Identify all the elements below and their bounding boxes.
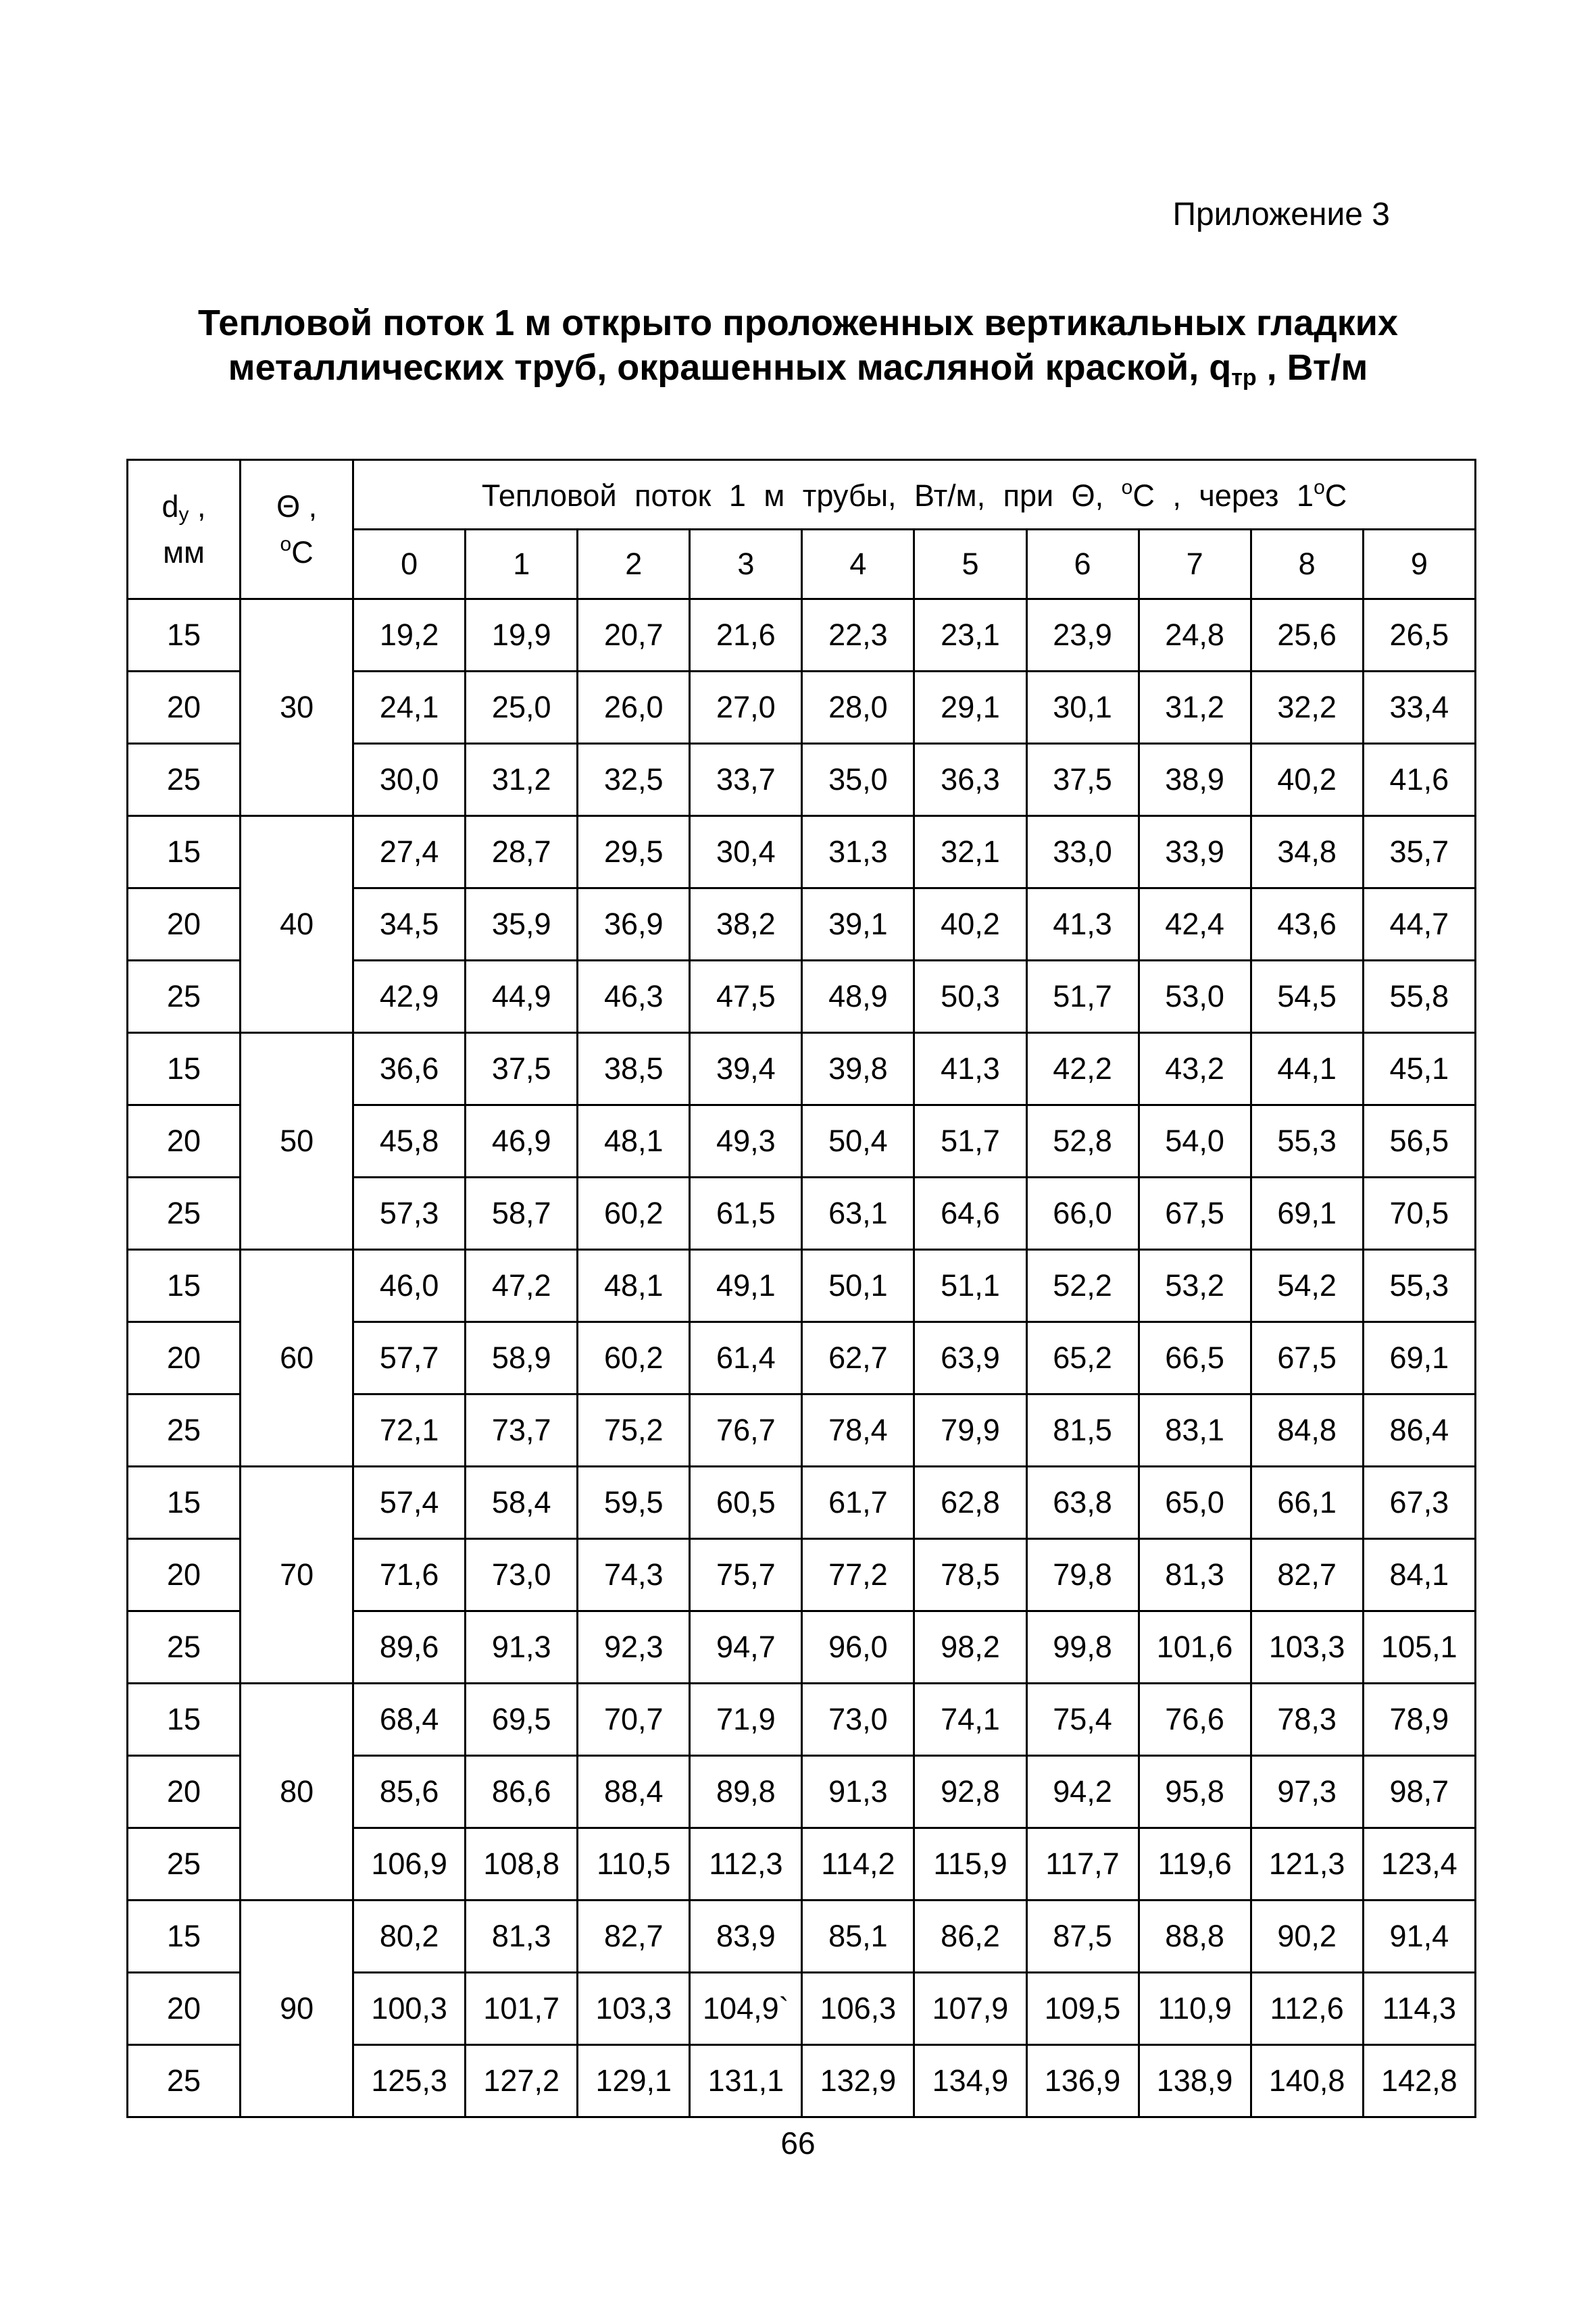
value-cell: 70,5 [1363, 1178, 1475, 1250]
caption-degree-1: о [1121, 476, 1133, 499]
value-cell: 69,5 [466, 1684, 578, 1756]
value-cell: 61,7 [802, 1467, 914, 1539]
header-row-top [128, 460, 1476, 530]
value-cell: 32,1 [914, 816, 1026, 888]
value-cell: 86,4 [1363, 1394, 1475, 1467]
value-cell: 90,2 [1251, 1901, 1363, 1973]
value-cell: 79,9 [914, 1394, 1026, 1467]
value-cell: 50,4 [802, 1105, 914, 1178]
theta-cell: 40 [241, 816, 353, 1033]
value-cell: 50,3 [914, 961, 1026, 1033]
heat-flow-table [126, 459, 1476, 2118]
value-cell: 92,3 [578, 1611, 690, 1684]
value-cell: 35,9 [466, 888, 578, 961]
value-cell: 85,1 [802, 1901, 914, 1973]
value-cell: 43,2 [1139, 1033, 1251, 1105]
dy-cell: 20 [128, 1756, 241, 1828]
value-cell: 26,5 [1363, 599, 1475, 672]
value-cell: 24,8 [1139, 599, 1251, 672]
value-cell: 115,9 [914, 1828, 1026, 1901]
value-cell: 88,4 [578, 1756, 690, 1828]
value-cell: 22,3 [802, 599, 914, 672]
value-cell: 76,7 [690, 1394, 802, 1467]
value-cell: 45,8 [353, 1105, 466, 1178]
header-digit-1: 1 [466, 530, 578, 599]
value-cell: 62,8 [914, 1467, 1026, 1539]
value-cell: 31,3 [802, 816, 914, 888]
value-cell: 75,4 [1026, 1684, 1139, 1756]
value-cell: 112,3 [690, 1828, 802, 1901]
value-cell: 46,3 [578, 961, 690, 1033]
value-cell: 86,2 [914, 1901, 1026, 1973]
value-cell: 32,5 [578, 744, 690, 816]
value-cell: 83,1 [1139, 1394, 1251, 1467]
value-cell: 36,9 [578, 888, 690, 961]
dy-cell: 25 [128, 1178, 241, 1250]
value-cell: 71,6 [353, 1539, 466, 1611]
value-cell: 129,1 [578, 2045, 690, 2117]
value-cell: 107,9 [914, 1973, 1026, 2045]
value-cell: 27,0 [690, 672, 802, 744]
value-cell: 57,4 [353, 1467, 466, 1539]
table-row [128, 816, 1476, 888]
theta-cell: 50 [241, 1033, 353, 1250]
value-cell: 49,3 [690, 1105, 802, 1178]
value-cell: 65,2 [1026, 1322, 1139, 1394]
value-cell: 30,4 [690, 816, 802, 888]
value-cell: 91,3 [466, 1611, 578, 1684]
value-cell: 61,4 [690, 1322, 802, 1394]
caption-text: Тепловой поток 1 м трубы, Вт/м, при Θ, [481, 478, 1122, 513]
value-cell: 117,7 [1026, 1828, 1139, 1901]
value-cell: 60,2 [578, 1178, 690, 1250]
value-cell: 92,8 [914, 1756, 1026, 1828]
dy-cell: 25 [128, 1828, 241, 1901]
value-cell: 26,0 [578, 672, 690, 744]
value-cell: 87,5 [1026, 1901, 1139, 1973]
value-cell: 42,4 [1139, 888, 1251, 961]
value-cell: 81,5 [1026, 1394, 1139, 1467]
value-cell: 53,0 [1139, 961, 1251, 1033]
dy-cell: 20 [128, 672, 241, 744]
value-cell: 66,1 [1251, 1467, 1363, 1539]
value-cell: 19,2 [353, 599, 466, 672]
theta-cell: 70 [241, 1467, 353, 1684]
value-cell: 88,8 [1139, 1901, 1251, 1973]
value-cell: 96,0 [802, 1611, 914, 1684]
value-cell: 105,1 [1363, 1611, 1475, 1684]
table-row [128, 1467, 1476, 1539]
value-cell: 46,0 [353, 1250, 466, 1322]
value-cell: 106,3 [802, 1973, 914, 2045]
value-cell: 23,9 [1026, 599, 1139, 672]
title-line-2 [101, 345, 1495, 400]
value-cell: 84,1 [1363, 1539, 1475, 1611]
value-cell: 78,5 [914, 1539, 1026, 1611]
value-cell: 29,5 [578, 816, 690, 888]
value-cell: 51,7 [914, 1105, 1026, 1178]
value-cell: 101,7 [466, 1973, 578, 2045]
title-line-1: Тепловой поток 1 м открыто проложенных вертикальных гладких [198, 303, 1398, 343]
value-cell: 83,9 [690, 1901, 802, 1973]
value-cell: 33,9 [1139, 816, 1251, 888]
value-cell: 40,2 [914, 888, 1026, 961]
table-row [128, 1250, 1476, 1322]
value-cell: 51,1 [914, 1250, 1026, 1322]
value-cell: 44,9 [466, 961, 578, 1033]
value-cell: 101,6 [1139, 1611, 1251, 1684]
value-cell: 47,5 [690, 961, 802, 1033]
value-cell: 136,9 [1026, 2045, 1139, 2117]
value-cell: 46,9 [466, 1105, 578, 1178]
value-cell: 19,9 [466, 599, 578, 672]
value-cell: 86,6 [466, 1756, 578, 1828]
header-theta-unit [241, 526, 352, 572]
value-cell: 99,8 [1026, 1611, 1139, 1684]
value-cell: 30,1 [1026, 672, 1139, 744]
value-cell: 28,7 [466, 816, 578, 888]
value-cell: 58,9 [466, 1322, 578, 1394]
dy-cell: 15 [128, 1467, 241, 1539]
value-cell: 91,4 [1363, 1901, 1475, 1973]
value-cell: 80,2 [353, 1901, 466, 1973]
value-cell: 74,1 [914, 1684, 1026, 1756]
value-cell: 44,1 [1251, 1033, 1363, 1105]
value-cell: 77,2 [802, 1539, 914, 1611]
value-cell: 75,2 [578, 1394, 690, 1467]
value-cell: 76,6 [1139, 1684, 1251, 1756]
header-digit-0: 0 [353, 530, 466, 599]
value-cell: 67,5 [1139, 1178, 1251, 1250]
value-cell: 81,3 [1139, 1539, 1251, 1611]
value-cell: 38,5 [578, 1033, 690, 1105]
value-cell: 103,3 [578, 1973, 690, 2045]
title-subscript: тр [1231, 365, 1257, 391]
table-body [128, 460, 1476, 2117]
value-cell: 45,1 [1363, 1033, 1475, 1105]
table-row [128, 1684, 1476, 1756]
value-cell: 89,6 [353, 1611, 466, 1684]
value-cell: 63,1 [802, 1178, 914, 1250]
dy-cell: 25 [128, 2045, 241, 2117]
header-theta-degree: о [280, 532, 292, 555]
value-cell: 64,6 [914, 1178, 1026, 1250]
value-cell: 69,1 [1251, 1178, 1363, 1250]
value-cell: 104,9` [690, 1973, 802, 2045]
value-cell: 82,7 [1251, 1539, 1363, 1611]
value-cell: 27,4 [353, 816, 466, 888]
value-cell: 103,3 [1251, 1611, 1363, 1684]
caption-mid: С , через 1 [1132, 478, 1314, 513]
theta-cell: 80 [241, 1684, 353, 1901]
value-cell: 95,8 [1139, 1756, 1251, 1828]
dy-cell: 15 [128, 1901, 241, 1973]
theta-cell: 90 [241, 1901, 353, 2117]
value-cell: 112,6 [1251, 1973, 1363, 2045]
value-cell: 58,4 [466, 1467, 578, 1539]
value-cell: 54,0 [1139, 1105, 1251, 1178]
value-cell: 53,2 [1139, 1250, 1251, 1322]
dy-cell: 25 [128, 744, 241, 816]
dy-cell: 25 [128, 1394, 241, 1467]
value-cell: 39,4 [690, 1033, 802, 1105]
value-cell: 47,2 [466, 1250, 578, 1322]
value-cell: 58,7 [466, 1178, 578, 1250]
value-cell: 44,7 [1363, 888, 1475, 961]
dy-cell: 15 [128, 1684, 241, 1756]
value-cell: 54,2 [1251, 1250, 1363, 1322]
page-number: 66 [780, 2126, 816, 2161]
value-cell: 94,7 [690, 1611, 802, 1684]
value-cell: 60,2 [578, 1322, 690, 1394]
value-cell: 56,5 [1363, 1105, 1475, 1178]
value-cell: 24,1 [353, 672, 466, 744]
value-cell: 41,6 [1363, 744, 1475, 816]
header-digit-6: 6 [1026, 530, 1139, 599]
value-cell: 125,3 [353, 2045, 466, 2117]
value-cell: 41,3 [1026, 888, 1139, 961]
header-digit-3: 3 [690, 530, 802, 599]
value-cell: 48,1 [578, 1105, 690, 1178]
value-cell: 74,3 [578, 1539, 690, 1611]
value-cell: 25,6 [1251, 599, 1363, 672]
header-digit-5: 5 [914, 530, 1026, 599]
value-cell: 54,5 [1251, 961, 1363, 1033]
value-cell: 37,5 [466, 1033, 578, 1105]
header-theta-unit-text: С [291, 534, 314, 570]
table-row [128, 1901, 1476, 1973]
table-row [128, 1033, 1476, 1105]
value-cell: 79,8 [1026, 1539, 1139, 1611]
value-cell: 114,3 [1363, 1973, 1475, 2045]
value-cell: 50,1 [802, 1250, 914, 1322]
value-cell: 94,2 [1026, 1756, 1139, 1828]
value-cell: 98,7 [1363, 1756, 1475, 1828]
value-cell: 119,6 [1139, 1828, 1251, 1901]
value-cell: 66,5 [1139, 1322, 1251, 1394]
value-cell: 72,1 [353, 1394, 466, 1467]
theta-cell: 30 [241, 599, 353, 816]
header-digit-7: 7 [1139, 530, 1251, 599]
value-cell: 85,6 [353, 1756, 466, 1828]
value-cell: 34,8 [1251, 816, 1363, 888]
value-cell: 63,9 [914, 1322, 1026, 1394]
value-cell: 20,7 [578, 599, 690, 672]
value-cell: 37,5 [1026, 744, 1139, 816]
header-dy-sub: у [178, 503, 189, 526]
dy-cell: 15 [128, 1033, 241, 1105]
value-cell: 100,3 [353, 1973, 466, 2045]
value-cell: 108,8 [466, 1828, 578, 1901]
value-cell: 48,9 [802, 961, 914, 1033]
dy-cell: 20 [128, 1105, 241, 1178]
theta-cell: 60 [241, 1250, 353, 1467]
value-cell: 30,0 [353, 744, 466, 816]
header-digit-9: 9 [1363, 530, 1475, 599]
caption-degree-2: о [1314, 476, 1325, 499]
value-cell: 106,9 [353, 1828, 466, 1901]
value-cell: 39,1 [802, 888, 914, 961]
header-dy [128, 460, 241, 599]
value-cell: 25,0 [466, 672, 578, 744]
header-dy-after: , [189, 488, 206, 524]
title-line-2-prefix: металлических труб, окрашенных масляной краской, q [228, 347, 1232, 388]
value-cell: 78,3 [1251, 1684, 1363, 1756]
value-cell: 55,3 [1363, 1250, 1475, 1322]
value-cell: 23,1 [914, 599, 1026, 672]
title-line-2-suffix: , Вт/м [1256, 347, 1368, 388]
header-digit-4: 4 [802, 530, 914, 599]
value-cell: 31,2 [466, 744, 578, 816]
value-cell: 110,5 [578, 1828, 690, 1901]
value-cell: 78,4 [802, 1394, 914, 1467]
value-cell: 61,5 [690, 1178, 802, 1250]
value-cell: 40,2 [1251, 744, 1363, 816]
caption-end: С [1324, 478, 1347, 513]
value-cell: 34,5 [353, 888, 466, 961]
value-cell: 55,3 [1251, 1105, 1363, 1178]
dy-cell: 25 [128, 1611, 241, 1684]
value-cell: 52,2 [1026, 1250, 1139, 1322]
value-cell: 81,3 [466, 1901, 578, 1973]
value-cell: 132,9 [802, 2045, 914, 2117]
value-cell: 35,0 [802, 744, 914, 816]
value-cell: 35,7 [1363, 816, 1475, 888]
value-cell: 84,8 [1251, 1394, 1363, 1467]
value-cell: 67,3 [1363, 1467, 1475, 1539]
dy-cell: 20 [128, 1973, 241, 2045]
value-cell: 62,7 [802, 1322, 914, 1394]
value-cell: 65,0 [1139, 1467, 1251, 1539]
value-cell: 36,3 [914, 744, 1026, 816]
value-cell: 73,0 [802, 1684, 914, 1756]
page-title [101, 301, 1495, 400]
value-cell: 131,1 [690, 2045, 802, 2117]
dy-cell: 25 [128, 961, 241, 1033]
value-cell: 70,7 [578, 1684, 690, 1756]
value-cell: 140,8 [1251, 2045, 1363, 2117]
header-dy-main: d [161, 488, 179, 524]
dy-cell: 20 [128, 1539, 241, 1611]
value-cell: 123,4 [1363, 1828, 1475, 1901]
value-cell: 33,4 [1363, 672, 1475, 744]
value-cell: 32,2 [1251, 672, 1363, 744]
value-cell: 38,9 [1139, 744, 1251, 816]
value-cell: 68,4 [353, 1684, 466, 1756]
dy-cell: 20 [128, 888, 241, 961]
appendix-label: Приложение 3 [1172, 197, 1390, 232]
value-cell: 52,8 [1026, 1105, 1139, 1178]
value-cell: 42,2 [1026, 1033, 1139, 1105]
value-cell: 82,7 [578, 1901, 690, 1973]
value-cell: 31,2 [1139, 672, 1251, 744]
value-cell: 28,0 [802, 672, 914, 744]
value-cell: 91,3 [802, 1756, 914, 1828]
value-cell: 38,2 [690, 888, 802, 961]
header-heat-flow-caption [353, 460, 1476, 530]
value-cell: 109,5 [1026, 1973, 1139, 2045]
value-cell: 57,3 [353, 1178, 466, 1250]
value-cell: 71,9 [690, 1684, 802, 1756]
value-cell: 48,1 [578, 1250, 690, 1322]
value-cell: 67,5 [1251, 1322, 1363, 1394]
value-cell: 134,9 [914, 2045, 1026, 2117]
value-cell: 51,7 [1026, 961, 1139, 1033]
value-cell: 33,7 [690, 744, 802, 816]
value-cell: 39,8 [802, 1033, 914, 1105]
value-cell: 66,0 [1026, 1178, 1139, 1250]
header-digit-2: 2 [578, 530, 690, 599]
header-theta-symbol: Θ , [276, 488, 318, 524]
value-cell: 121,3 [1251, 1828, 1363, 1901]
value-cell: 60,5 [690, 1467, 802, 1539]
value-cell: 57,7 [353, 1322, 466, 1394]
value-cell: 110,9 [1139, 1973, 1251, 2045]
value-cell: 73,7 [466, 1394, 578, 1467]
value-cell: 89,8 [690, 1756, 802, 1828]
table-row [128, 599, 1476, 672]
dy-cell: 15 [128, 1250, 241, 1322]
value-cell: 43,6 [1251, 888, 1363, 961]
value-cell: 73,0 [466, 1539, 578, 1611]
value-cell: 55,8 [1363, 961, 1475, 1033]
value-cell: 78,9 [1363, 1684, 1475, 1756]
value-cell: 75,7 [690, 1539, 802, 1611]
header-digit-8: 8 [1251, 530, 1363, 599]
header-theta [241, 460, 353, 599]
header-dy-symbol [128, 488, 239, 534]
value-cell: 41,3 [914, 1033, 1026, 1105]
value-cell: 98,2 [914, 1611, 1026, 1684]
value-cell: 114,2 [802, 1828, 914, 1901]
value-cell: 69,1 [1363, 1322, 1475, 1394]
value-cell: 33,0 [1026, 816, 1139, 888]
value-cell: 59,5 [578, 1467, 690, 1539]
dy-cell: 15 [128, 599, 241, 672]
value-cell: 49,1 [690, 1250, 802, 1322]
value-cell: 127,2 [466, 2045, 578, 2117]
value-cell: 29,1 [914, 672, 1026, 744]
value-cell: 21,6 [690, 599, 802, 672]
value-cell: 138,9 [1139, 2045, 1251, 2117]
dy-cell: 20 [128, 1322, 241, 1394]
value-cell: 142,8 [1363, 2045, 1475, 2117]
dy-cell: 15 [128, 816, 241, 888]
value-cell: 36,6 [353, 1033, 466, 1105]
value-cell: 97,3 [1251, 1756, 1363, 1828]
header-dy-unit: мм [163, 534, 205, 570]
value-cell: 42,9 [353, 961, 466, 1033]
value-cell: 63,8 [1026, 1467, 1139, 1539]
